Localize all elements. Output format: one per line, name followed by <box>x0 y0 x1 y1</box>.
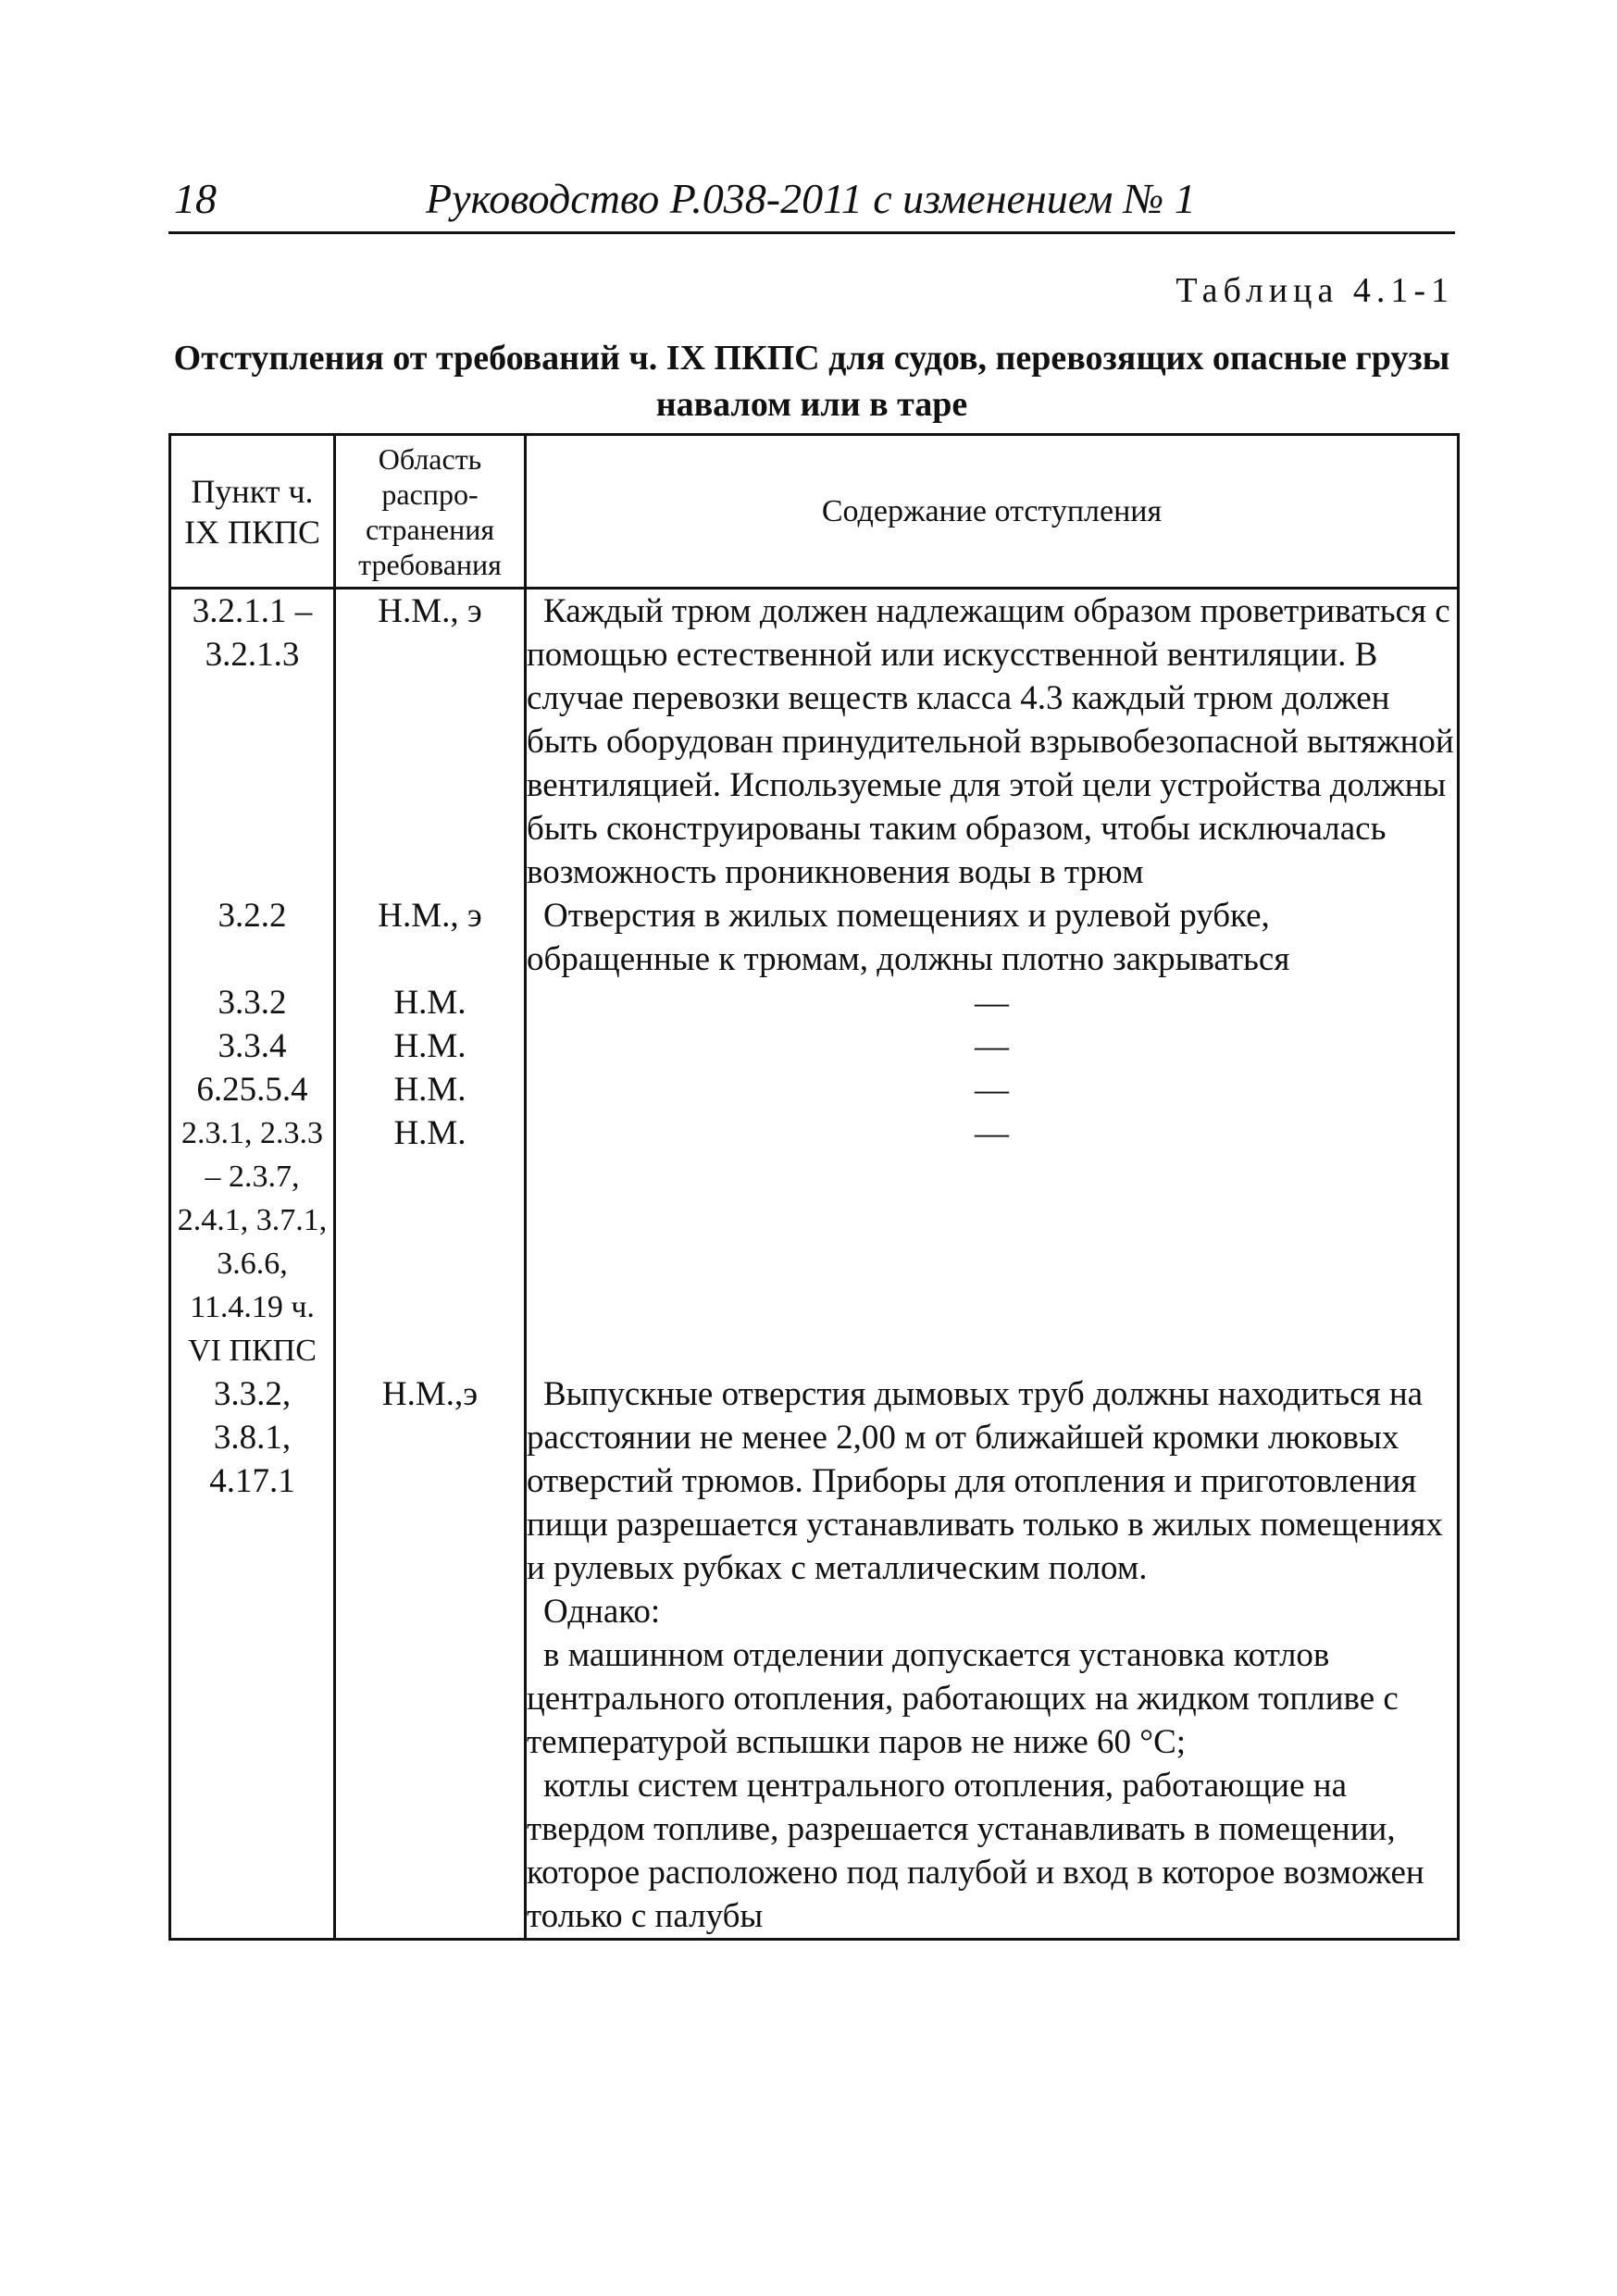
col-header-content: Содержание отступления <box>526 435 1459 589</box>
col-header-point: Пункт ч. IX ПКПС <box>170 435 335 589</box>
table-row <box>170 981 1459 1024</box>
col-header-area: Область распро-странения требования <box>335 435 526 589</box>
row-content-cell <box>526 981 1459 1024</box>
row-point-cell: 3.2.1.1 – 3.2.1.3 <box>170 589 335 895</box>
row-content-cell <box>526 1372 1459 1940</box>
content-paragraph: котлы систем центрального отопления, работающие на твердом топливе, разрешается устанавливать в помещении, которое расположено под палубой и вход в которое возможен только с палубы <box>527 1767 1424 1935</box>
row-point-cell: 3.3.2 <box>170 981 335 1024</box>
row-content-cell <box>526 1024 1459 1068</box>
running-header <box>168 174 1455 234</box>
row-content-cell <box>526 1068 1459 1111</box>
empty-dash: — <box>975 1114 1009 1152</box>
row-point-cell: 3.3.4 <box>170 1024 335 1068</box>
table-row <box>170 1111 1459 1372</box>
row-point-cell: 3.2.2 <box>170 894 335 981</box>
table-caption: Отступления от требований ч. IX ПКПС для судов, перевозящих опасные грузы навалом или в таре <box>173 339 1450 424</box>
table-row <box>170 1372 1459 1940</box>
page-number: 18 <box>174 175 217 222</box>
table-label: Таблица 4.1-1 <box>1175 271 1454 310</box>
running-title: Руководство Р.038-2011 с изменением № 1 <box>426 175 1196 222</box>
content-paragraph: Выпускные отверстия дымовых труб должны находиться на расстоянии не менее 2,00 м от ближайшей кромки люковых отверстий трюмов. Приборы для отопления и приготовления пищи разрешается устанавливать только в жилых помещениях и рулевых рубках с металлическим полом. <box>527 1375 1443 1587</box>
row-point-cell: 3.3.2, 3.8.1, 4.17.1 <box>170 1372 335 1940</box>
row-content-cell <box>526 894 1459 981</box>
table-row <box>170 1068 1459 1111</box>
content-paragraph: в машинном отделении допускается установка котлов центрального отопления, работающих на жидком топливе с температурой вспышки паров не ниже 60 °C; <box>527 1636 1399 1761</box>
table-row <box>170 894 1459 981</box>
row-area-cell: Н.М. <box>335 1024 526 1068</box>
row-area-cell: Н.М.,э <box>335 1372 526 1940</box>
row-area-cell: Н.М., э <box>335 894 526 981</box>
content-paragraph: Каждый трюм должен надлежащим образом проветриваться с помощью естественной или искусственной вентиляции. В случае перевозки веществ класса 4.3 каждый трюм должен быть оборудован принудительной взрывобезопасной вытяжной вентиляцией. Используемые для этой цели устройства должны быть сконструированы таким образом, чтобы исключалась возможность проникновения воды в трюм <box>527 592 1454 891</box>
row-area-cell: Н.М. <box>335 981 526 1024</box>
row-content-cell <box>526 589 1459 895</box>
row-area-cell: Н.М. <box>335 1068 526 1111</box>
content-paragraph: Отверстия в жилых помещениях и рулевой рубке, обращенные к трюмам, должны плотно закрываться <box>527 897 1290 978</box>
deviations-table <box>168 433 1460 1941</box>
row-area-cell: Н.М. <box>335 1111 526 1372</box>
empty-dash: — <box>975 1027 1009 1065</box>
row-area-cell: Н.М., э <box>335 589 526 895</box>
content-paragraph: Однако: <box>543 1593 661 1631</box>
row-point-cell: 2.3.1, 2.3.3 – 2.3.7, 2.4.1, 3.7.1, 3.6.6, 11.4.19 ч. VI ПКПС <box>170 1111 335 1372</box>
table-row <box>170 589 1459 895</box>
empty-dash: — <box>975 1071 1009 1109</box>
empty-dash: — <box>975 984 1009 1022</box>
row-point-cell: 6.25.5.4 <box>170 1068 335 1111</box>
row-content-cell <box>526 1111 1459 1372</box>
table-header-row <box>170 435 1459 589</box>
table-row <box>170 1024 1459 1068</box>
